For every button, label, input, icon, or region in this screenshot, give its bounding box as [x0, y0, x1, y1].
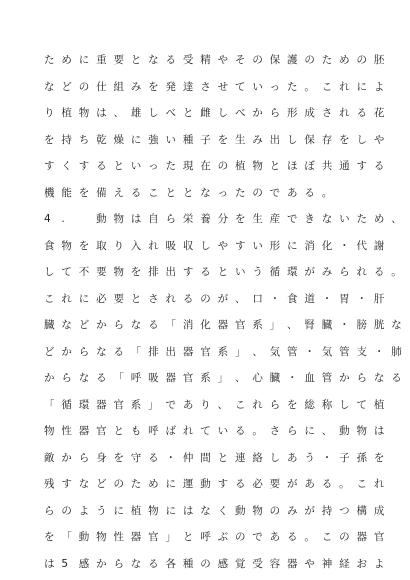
text-line: か ら な る 「 呼 吸 器 官 系 」 、 心 臓 ・ 血 管 か ら な る — [44, 372, 402, 384]
text-line: な ど の 仕 組 み を 発 達 さ せ て い っ た 。 こ れ に よ — [44, 80, 385, 93]
text-line: た め に 重 要 と な る 受 精 や そ の 保 護 の た め の 胚 — [44, 54, 385, 66]
text-line: ら の よ う に 植 物 に は な く 動 物 の み が 持 つ 構 成 — [44, 504, 385, 517]
text-line: は 5 感 か ら な る 各 種 の 感 覚 受 容 器 や 神 経 お よ — [44, 557, 385, 570]
text-line: 残 す な ど の た め に 運 動 す る 必 要 が あ る 。 こ れ — [44, 478, 385, 490]
body-text — [44, 47, 402, 577]
text-line: 物 性 器 官 と も 呼 ば れ て い る 。 さ ら に 、 動 物 は — [44, 425, 385, 437]
text-line: す く す る と い っ た 現 在 の 植 物 と ほ ぼ 共 通 す る — [44, 160, 385, 172]
text-line: 臓 な ど か ら な る 「 消 化 器 官 系 」 、 腎 臓 ・ 膀 胱 な — [44, 319, 402, 331]
text-line: 食 物 を 取 り 入 れ 吸 収 し や す い 形 に 消 化 ・ 代 謝 — [44, 239, 385, 252]
text-line: し て 不 要 物 を 排 出 す る と い う 循 環 が み ら れ る 。 — [44, 266, 402, 278]
text-line: 4 . 動 物 は 自 ら 栄 養 分 を 生 産 で き な い た め 、 — [44, 213, 402, 225]
text-line: り 植 物 は 、 雄 し べ と 雌 し べ か ら 形 成 さ れ る 花 — [44, 107, 385, 119]
text-line: を 持 ち 乾 燥 に 強 い 種 子 を 生 み 出 し 保 存 を し や — [44, 133, 385, 146]
text-line: 機 能 を 備 え る こ と と な っ た の で あ る 。 — [44, 186, 333, 199]
text-line: 「 循 環 器 官 系 」 で あ り 、 こ れ ら を 総 称 し て 植 — [44, 398, 385, 411]
text-line: を 「 動 物 性 器 官 」 と 呼 ぶ の で あ る 。 こ の 器 官 — [44, 531, 385, 543]
text-line: こ れ に 必 要 と さ れ る の が 、 口 ・ 食 道 ・ 胃 ・ 肝 — [44, 292, 385, 305]
text-line: ど か ら な る 「 排 出 器 官 系 」 、 気 管 ・ 気 管 支 ・ 肺 — [44, 345, 402, 358]
text-line: 敵 か ら 身 を 守 る ・ 仲 間 と 連 絡 し あ う ・ 子 孫 を — [44, 451, 385, 464]
